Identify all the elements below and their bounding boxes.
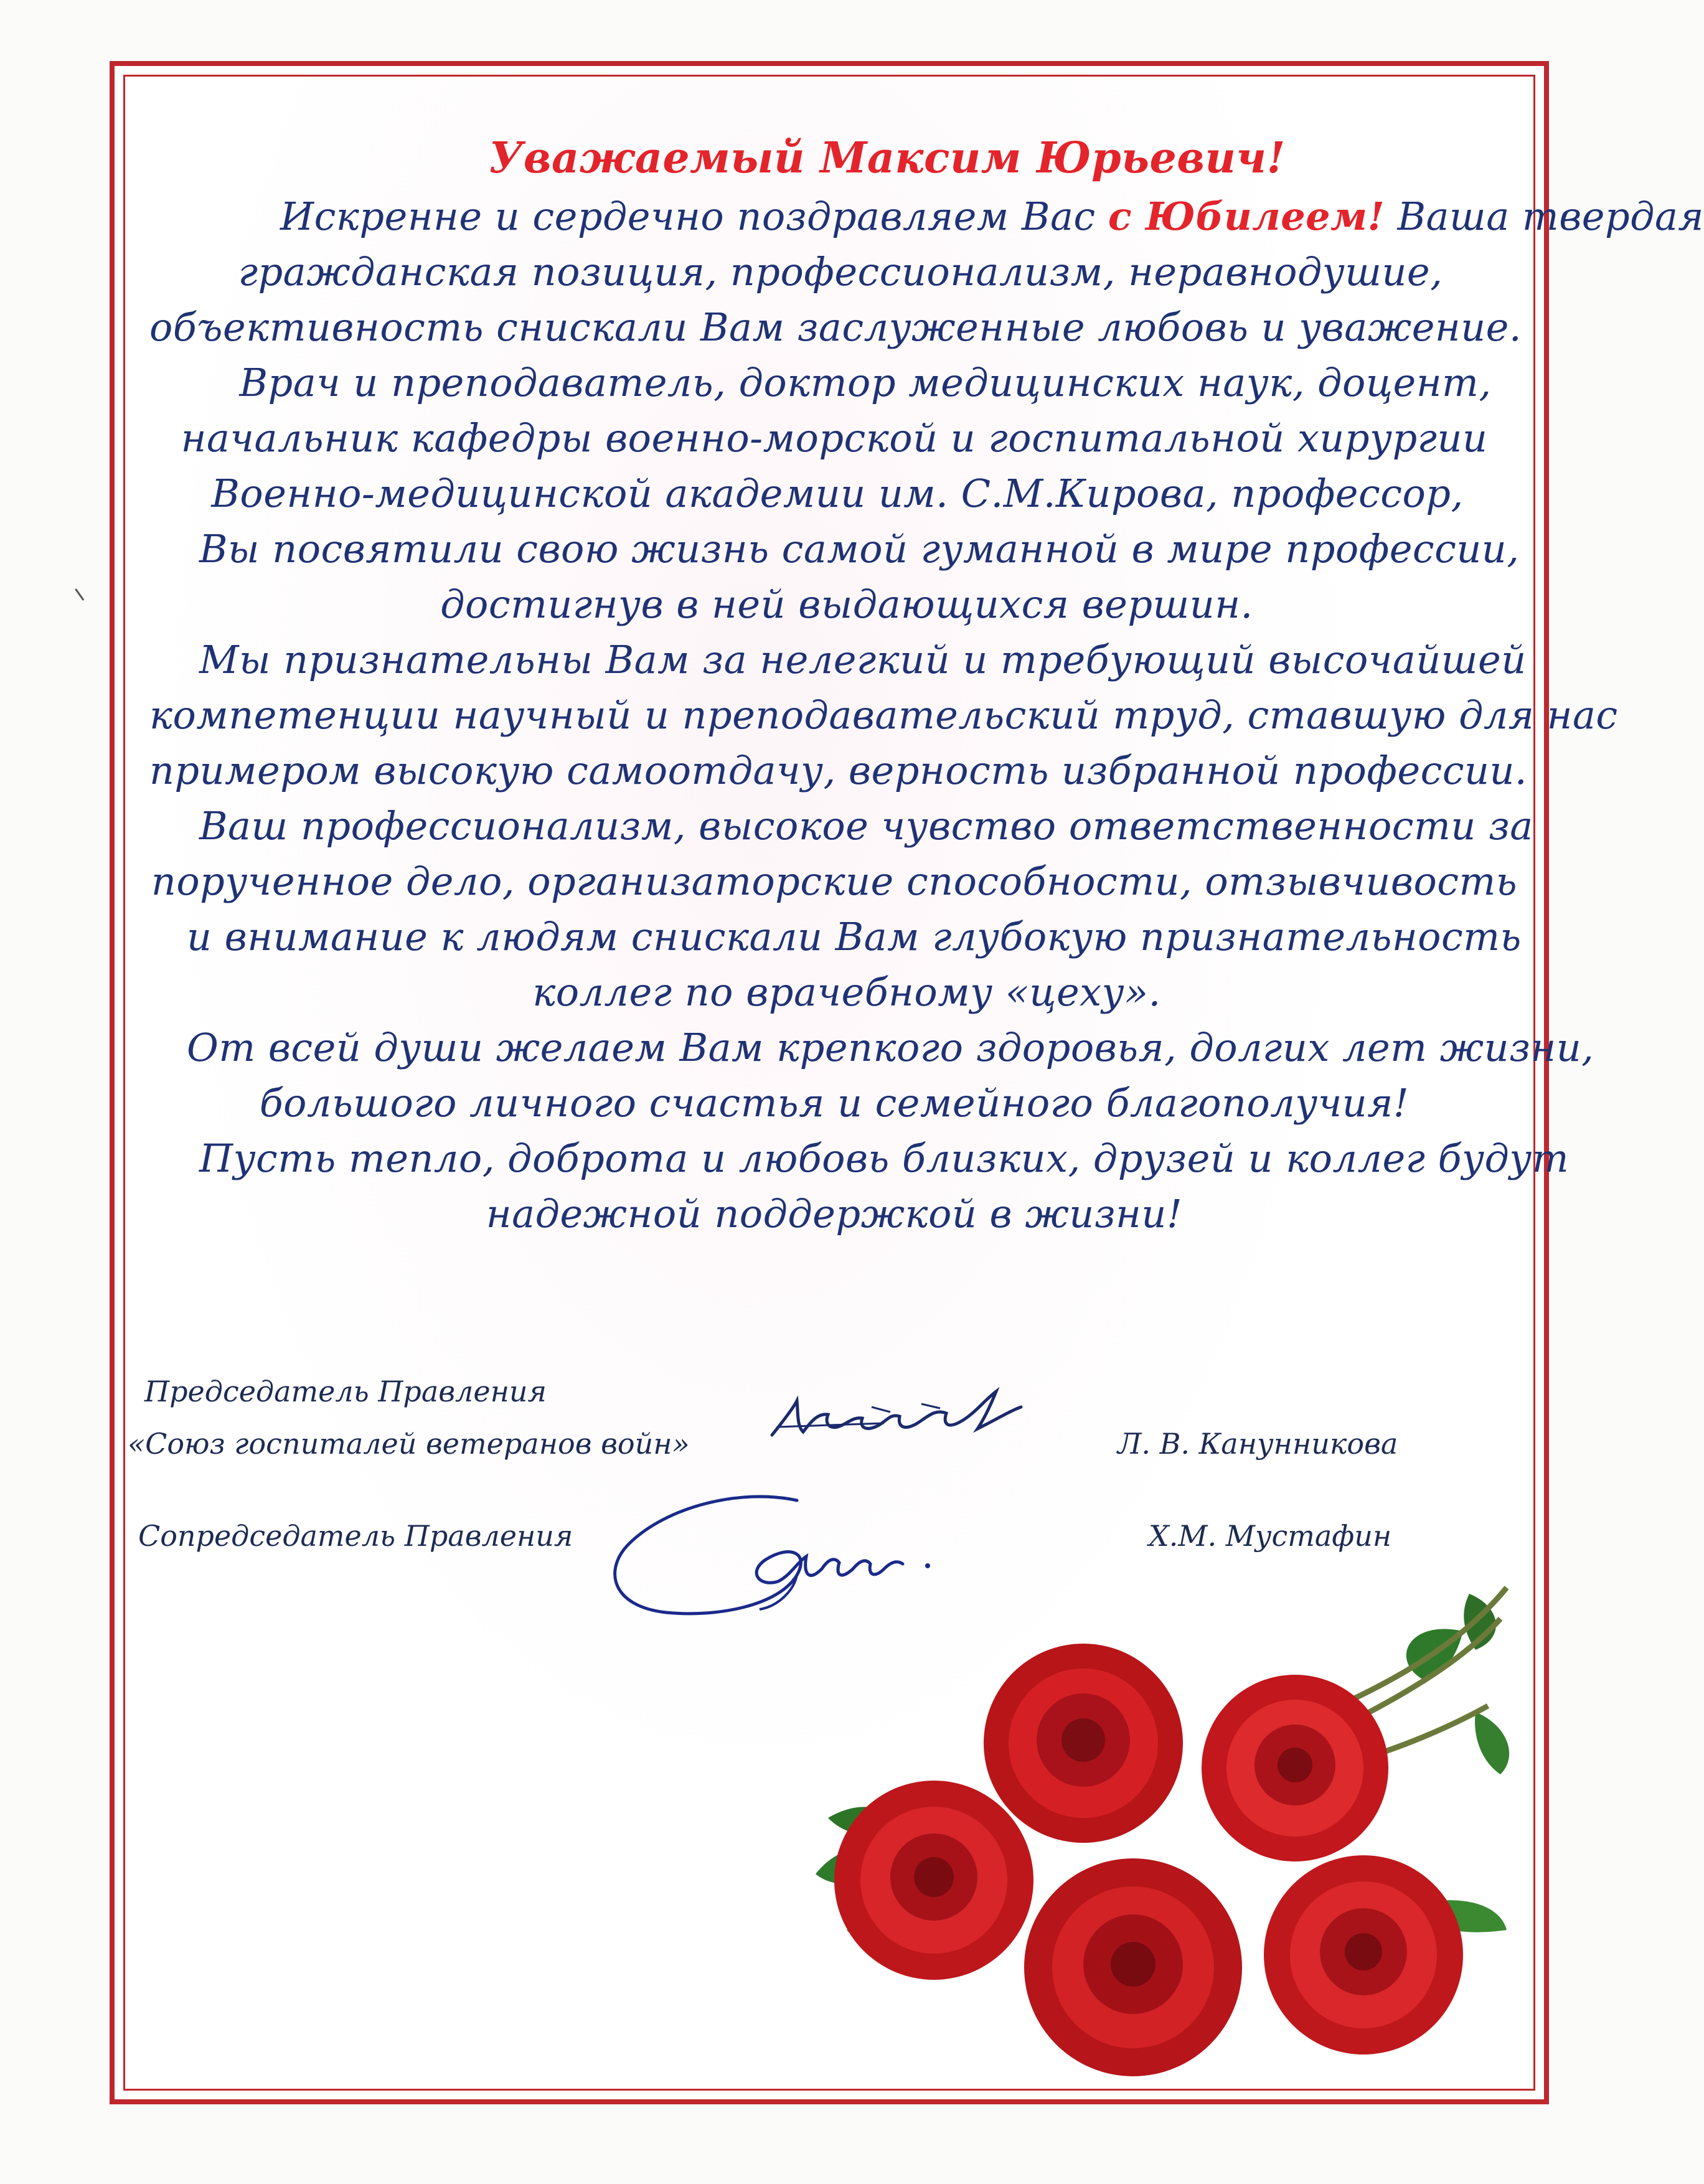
letter-line	[149, 189, 1704, 244]
letter-line: надежной поддержкой в жизни!	[486, 1191, 1183, 1236]
letter-line: компетенции научный и преподавательский труд, ставшую для нас	[149, 692, 1618, 738]
chair-name: Л. В. Канунникова	[1118, 1427, 1398, 1461]
letter-line: Мы признательны Вам за нелегкий и требующий высочайшей	[199, 637, 1527, 682]
letter-line: Вы посвятили свою жизнь самой гуманной в мире профессии,	[199, 526, 1520, 572]
letter-line: примером высокую самоотдачу, верность избранной профессии.	[149, 748, 1528, 793]
scan-mark	[75, 583, 92, 601]
rose-flowers	[834, 1644, 1463, 2076]
chair-organization: «Союз госпиталей ветеранов войн»	[128, 1427, 690, 1461]
letter-line: большого личного счастья и семейного благополучия!	[259, 1080, 1410, 1126]
roses-decoration	[735, 1581, 1538, 2092]
letter-line: Пусть тепло, доброта и любовь близких, друзей и коллег будут	[199, 1136, 1570, 1181]
letter-line: От всей души желаем Вам крепкого здоровья, долгих лет жизни,	[187, 1025, 1594, 1070]
letter-line: гражданская позиция, профессионализм, неравнодушие,	[238, 249, 1443, 294]
jubilee-accent: с Юбилеем!	[1108, 194, 1385, 239]
line-text: Ваша твердая	[1385, 194, 1704, 239]
letter-line: коллег по врачебному «цеху».	[532, 969, 1161, 1015]
letter-line: объективность снискали Вам заслуженные любовь и уважение.	[149, 304, 1522, 350]
cochair-title: Сопредседатель Правления	[138, 1519, 573, 1553]
letter-line: Врач и преподаватель, доктор медицинских наук, доцент,	[239, 360, 1492, 405]
letter-line: порученное дело, организаторские способности, отзывчивость	[151, 859, 1518, 904]
letter-line: Ваш профессионализм, высокое чувство ответственности за	[199, 803, 1533, 849]
letter-line: начальник кафедры военно-морской и госпитальной хирургии	[181, 415, 1488, 461]
letter-line: достигнув в ней выдающихся вершин.	[440, 581, 1253, 627]
cochair-name: Х.М. Мустафин	[1149, 1519, 1392, 1553]
letter-line: и внимание к людям снискали Вам глубокую признательность	[187, 914, 1522, 959]
letter-line: Военно-медицинской академии им. С.М.Кирова, профессор,	[211, 471, 1464, 516]
chair-title: Председатель Правления	[144, 1375, 547, 1408]
greeting: Уважаемый Максим Юрьевич!	[489, 133, 1286, 183]
letter-body	[149, 131, 1704, 1241]
line-text: Искренне и сердечно поздравляем Вас	[280, 194, 1108, 239]
